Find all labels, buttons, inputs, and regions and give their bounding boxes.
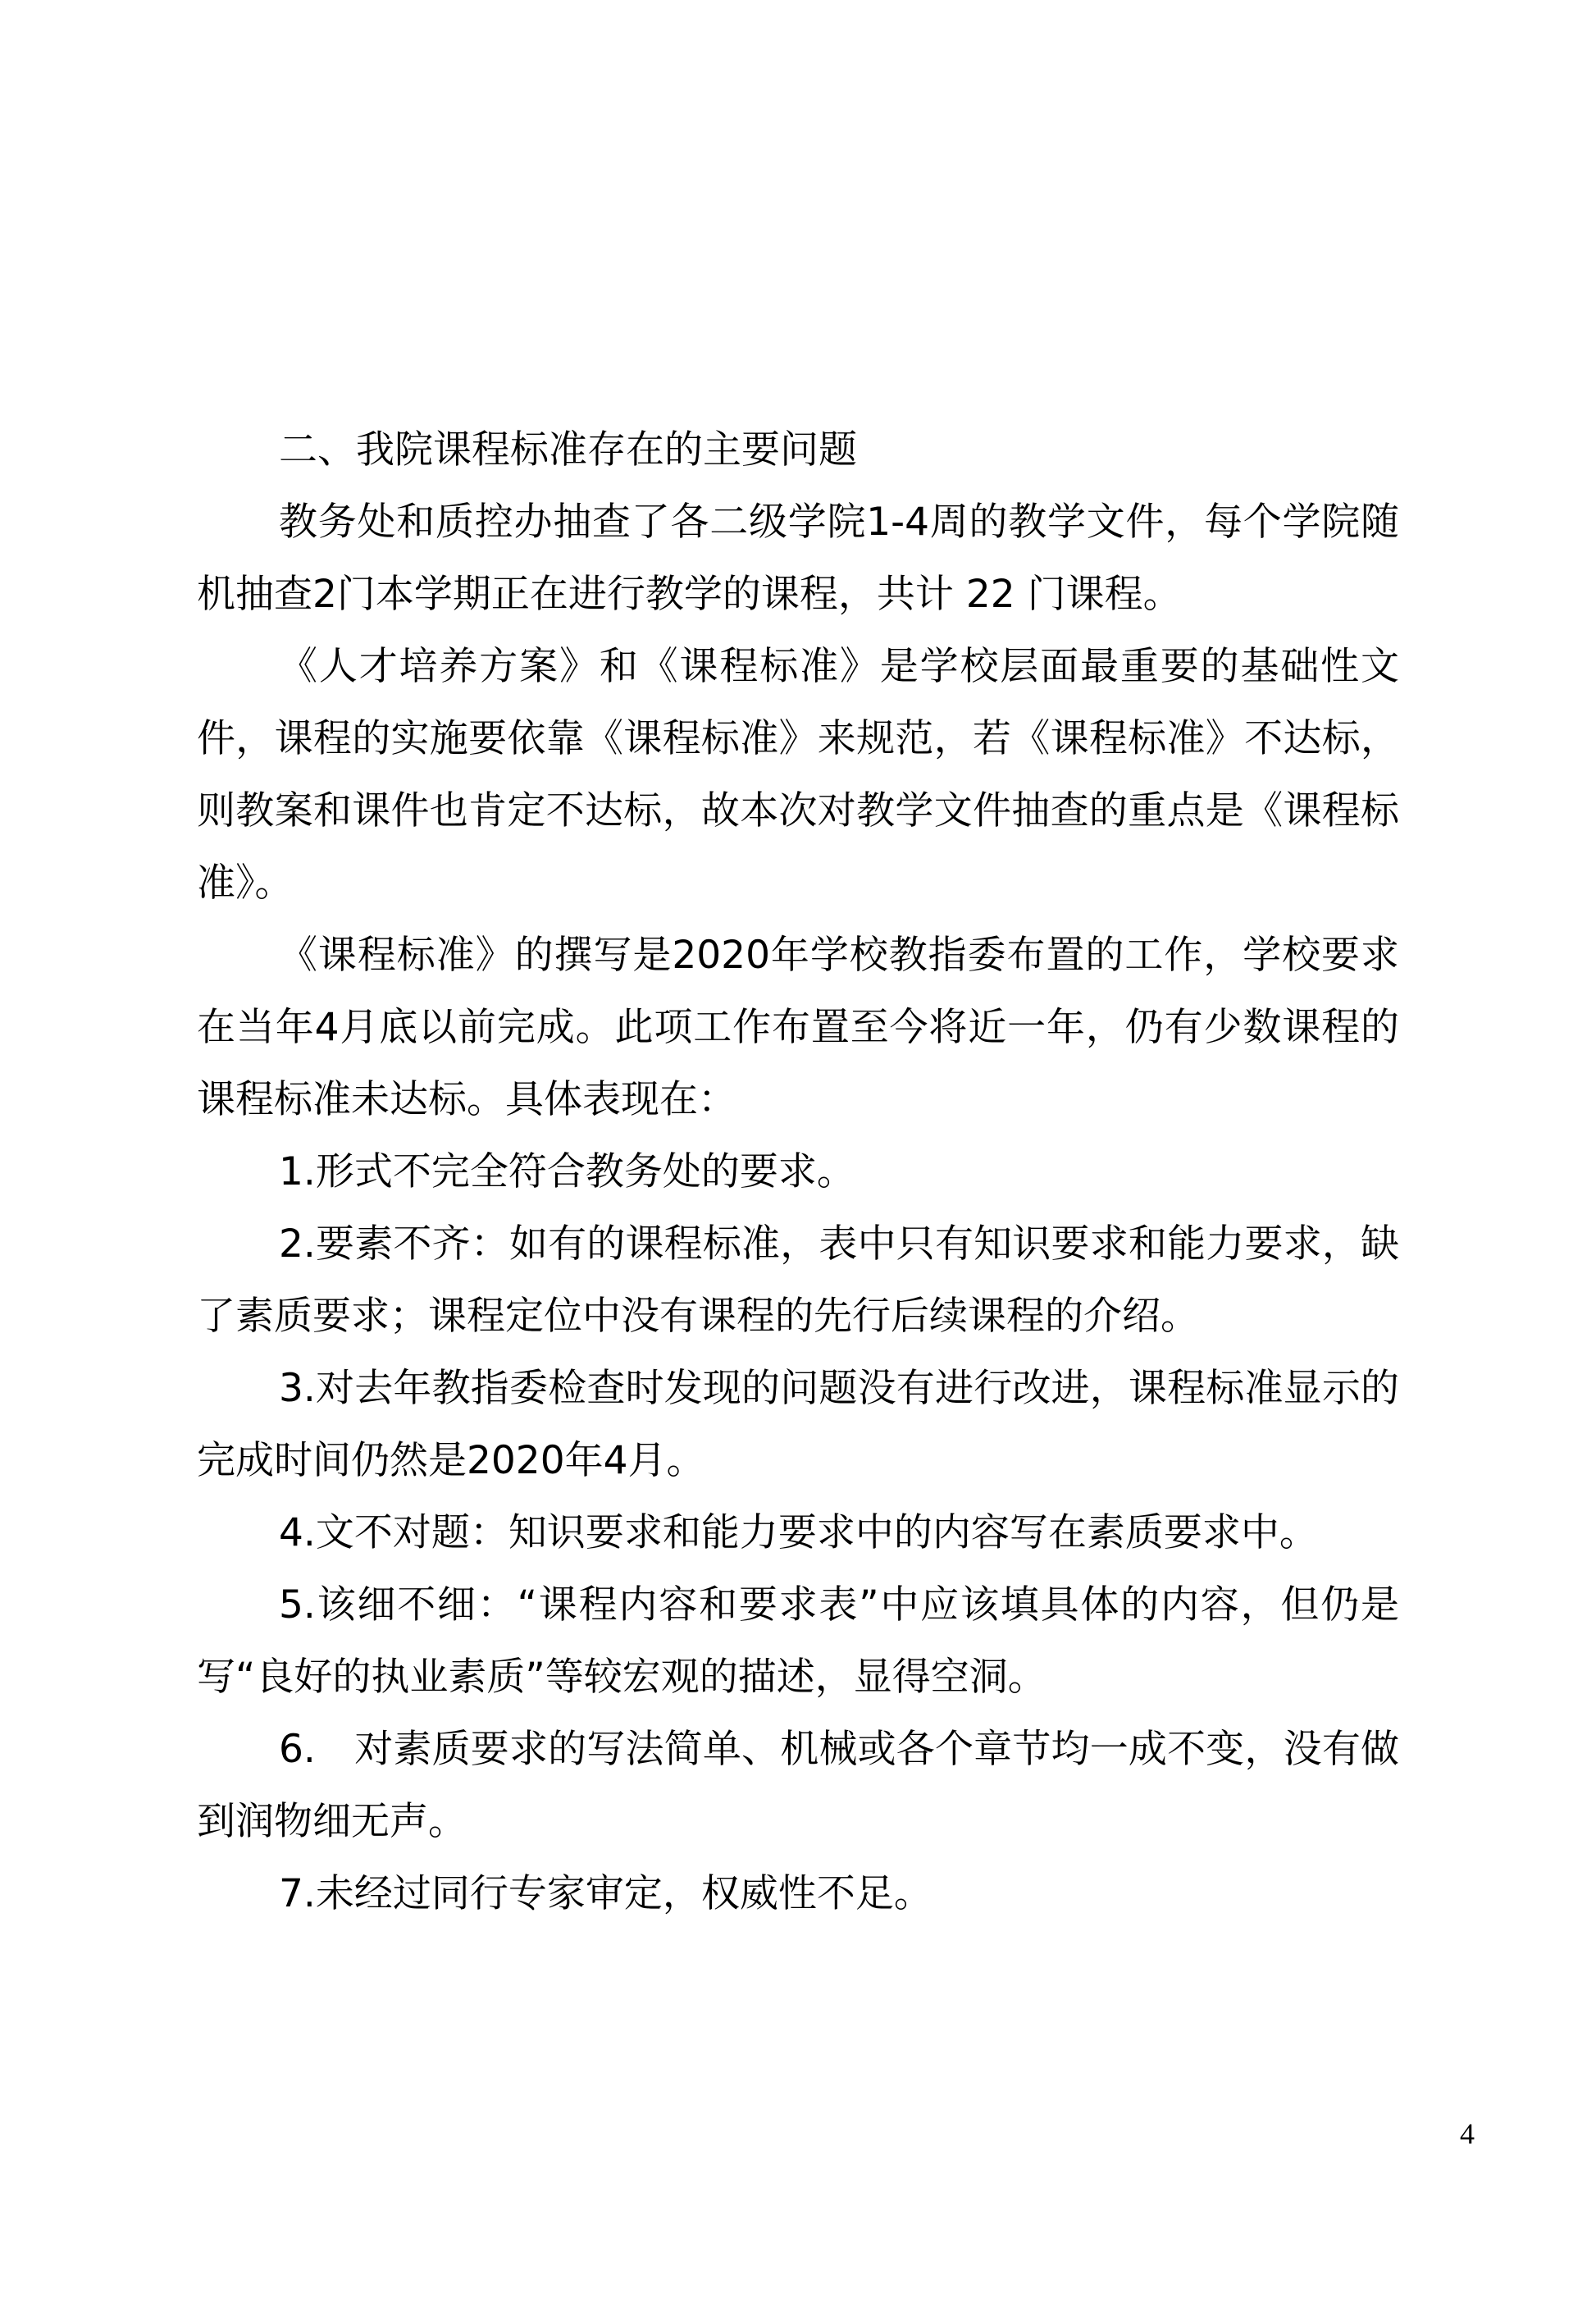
- issue-item-5: 5.该细不细：“课程内容和要求表”中应该填具体的内容，但仍是写“良好的执业素质”等较宏观的描述，显得空洞。: [197, 1582, 1399, 1700]
- paragraph-background: 《课程标准》的撰写是2020年学校教指委布置的工作，学校要求在当年4月底以前完成。此项工作布置至今将近一年，仍有少数课程的课程标准未达标。具体表现在：: [197, 933, 1399, 1122]
- paragraph-sampling: 教务处和质控办抽查了各二级学院1-4周的教学文件，每个学院随机抽查2门本学期正在进行教学的课程，共计 22 门课程。: [197, 500, 1399, 617]
- body-text: [197, 414, 1399, 1930]
- issue-item-3: 3.对去年教指委检查时发现的问题没有进行改进，课程标准显示的完成时间仍然是2020年4月。: [197, 1366, 1399, 1483]
- issue-item-7: 7.未经过同行专家审定，权威性不足。: [279, 1871, 933, 1916]
- paragraph-importance: 《人才培养方案》和《课程标准》是学校层面最重要的基础性文件，课程的实施要依靠《课程标准》来规范，若《课程标准》不达标，则教案和课件也肯定不达标，故本次对教学文件抽查的重点是《课程标准》。: [197, 644, 1399, 906]
- page-number: 4: [1460, 2117, 1475, 2150]
- issue-item-4: 4.文不对题：知识要求和能力要求中的内容写在素质要求中。: [279, 1510, 1318, 1555]
- issue-item-6: 6. 对素质要求的写法简单、机械或各个章节均一成不变，没有做到润物细无声。: [197, 1727, 1399, 1844]
- issue-item-2: 2.要素不齐：如有的课程标准，表中只有知识要求和能力要求，缺了素质要求；课程定位中没有课程的先行后续课程的介绍。: [197, 1221, 1399, 1339]
- issue-item-1: 1.形式不完全符合教务处的要求。: [279, 1149, 855, 1194]
- section-heading: 二、我院课程标准存在的主要问题: [279, 427, 857, 473]
